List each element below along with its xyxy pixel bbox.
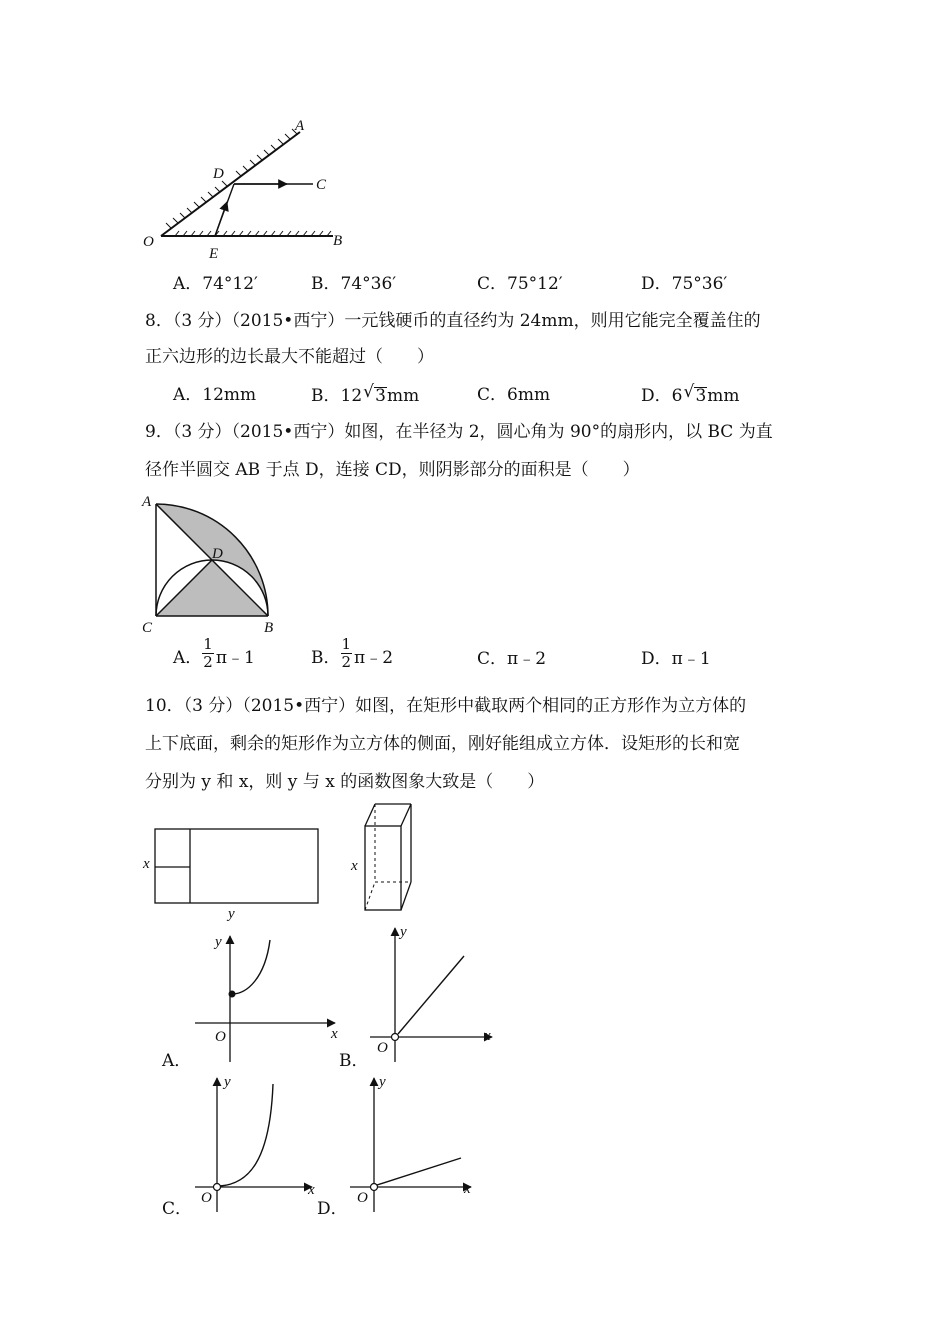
q10-stem-line1: 10．（3 分）（2015•西宁）如图，在矩形中截取两个相同的正方形作为立方体的	[145, 696, 747, 716]
q10-graph-c	[190, 1072, 330, 1217]
q8-option-b[interactable]: B．12√ 3mm	[311, 387, 419, 405]
q10-graph-b-o: O	[377, 1040, 388, 1056]
q8-b-sqrt: √ 3	[374, 387, 387, 405]
q7-label-a: A	[295, 118, 305, 134]
q7-option-c[interactable]: C．75°12′	[477, 274, 563, 294]
q9-label-c: C	[142, 620, 153, 636]
q10-graph-a-y: y	[215, 934, 222, 950]
q9-sector-figure	[140, 490, 290, 640]
q10-graph-d-o: O	[357, 1190, 368, 1206]
q10-cuboid-figure	[345, 800, 415, 910]
q8-stem-line2: 正六边形的边长最大不能超过（ ）	[145, 347, 434, 367]
q9-option-c[interactable]: C．π﹣2	[477, 649, 547, 669]
q7-option-d[interactable]: D．75°36′	[641, 274, 728, 294]
q8-option-d[interactable]: D．6√ 3mm	[641, 387, 740, 405]
q9-label-b: B	[264, 620, 274, 636]
q7-option-a[interactable]: A．74°12′	[173, 274, 258, 294]
q10-graph-c-o: O	[201, 1190, 212, 1206]
q10-graph-b-y: y	[400, 924, 407, 940]
q8-d-sqrt: √ 3	[694, 387, 707, 405]
q10-graph-b-x: x	[484, 1028, 491, 1044]
q9-stem-line2: 径作半圆交 AB 于点 D，连接 CD，则阴影部分的面积是（ ）	[145, 460, 640, 480]
q10-graph-c-y: y	[224, 1074, 231, 1090]
q9-option-b[interactable]: B． $\frac{1}{2}$ π﹣2	[311, 635, 394, 671]
q10-graph-a-x: x	[331, 1026, 338, 1042]
q9-option-d[interactable]: D．π﹣1	[641, 649, 711, 669]
q10-option-a[interactable]: A．	[162, 1051, 192, 1071]
q7-reflection-figure	[135, 118, 355, 268]
q9-label-d: D	[212, 546, 223, 562]
q7-label-b: B	[333, 233, 343, 249]
q10-graph-b	[360, 922, 500, 1067]
q10-option-b[interactable]: B．	[339, 1051, 369, 1071]
q10-stem-line2: 上下底面，剩余的矩形作为立方体的侧面，刚好能组成立方体．设矩形的长和宽	[145, 734, 740, 754]
q8-option-a[interactable]: A．12mm	[173, 385, 257, 405]
q10-stem-line3: 分别为 y 和 x，则 y 与 x 的函数图象大致是（ ）	[145, 772, 545, 792]
q10-graph-a-o: O	[215, 1029, 226, 1045]
q10-cuboid-label-x: x	[351, 858, 358, 874]
q10-option-d[interactable]: D．	[317, 1199, 348, 1219]
q9-b-fraction: $\frac{1}{2}$	[341, 635, 352, 671]
q8-stem-line1: 8．（3 分）（2015•西宁）一元钱硬币的直径约为 24mm，则用它能完全覆盖住的	[145, 311, 761, 331]
q10-graph-d-x: x	[464, 1181, 471, 1197]
q7-option-b[interactable]: B．74°36′	[311, 274, 397, 294]
q10-graph-a	[185, 928, 345, 1068]
q10-option-c[interactable]: C．	[162, 1199, 193, 1219]
q9-stem-line1: 9．（3 分）（2015•西宁）如图，在半径为 2，圆心角为 90°的扇形内，以 BC 为直	[145, 422, 773, 442]
q7-label-o: O	[143, 234, 154, 250]
q10-graph-d-y: y	[379, 1074, 386, 1090]
q7-label-c: C	[316, 177, 327, 193]
q9-label-a: A	[142, 494, 152, 510]
q9-a-fraction: $\frac{1}{2}$	[203, 635, 213, 671]
q10-rect-label-x: x	[143, 856, 150, 872]
q7-label-d: D	[213, 166, 224, 182]
q10-rect-label-y: y	[228, 906, 235, 922]
q10-rectangle-figure	[140, 822, 330, 922]
q7-label-e: E	[209, 246, 219, 262]
q9-option-a[interactable]: A． $\frac{1}{2}$ π﹣1	[173, 635, 255, 671]
q8-option-c[interactable]: C．6mm	[477, 385, 551, 405]
q10-graph-d	[345, 1072, 485, 1217]
q10-graph-c-x: x	[308, 1182, 315, 1198]
